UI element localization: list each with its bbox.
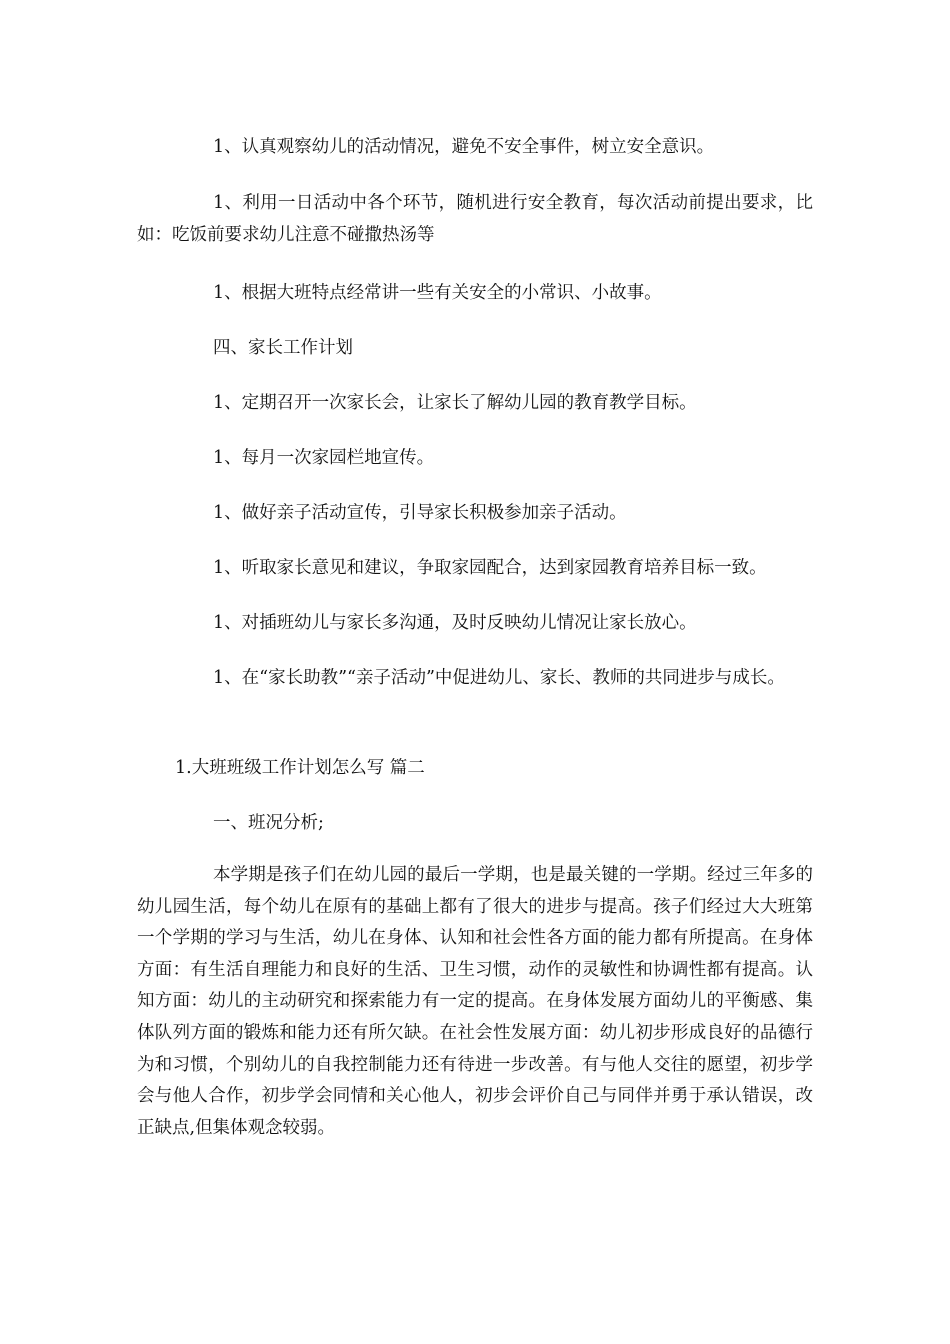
paragraph-bulletin: 1、每月一次家园栏地宣传。 (213, 448, 435, 468)
section-heading-parent-work: 四、家长工作计划 (213, 338, 353, 358)
paragraph-parent-feedback: 1、听取家长意见和建议，争取家园配合，达到家园教育培养目标一致。 (213, 558, 767, 578)
paragraph-safety-stories: 1、根据大班特点经常讲一些有关安全的小常识、小故事。 (213, 283, 662, 303)
subheading-class-analysis: 一、班况分析; (213, 813, 324, 833)
paragraph-parent-child-activity: 1、做好亲子活动宣传，引导家长积极参加亲子活动。 (213, 503, 627, 523)
paragraph-transfer-students: 1、对插班幼儿与家长多沟通，及时反映幼儿情况让家长放心。 (213, 613, 697, 633)
paragraph-safety-education: 1、利用一日活动中各个环节，随机进行安全教育，每次活动前提出要求，比如：吃饭前要求幼儿注意不碰撒热汤等 (137, 193, 813, 245)
paragraph-safety-observe: 1、认真观察幼儿的活动情况，避免不安全事件，树立安全意识。 (213, 137, 715, 157)
paragraph-joint-progress: 1、在“家长助教”“亲子活动”中促进幼儿、家长、教师的共同进步与成长。 (213, 668, 785, 688)
paragraph-class-analysis-body: 本学期是孩子们在幼儿园的最后一学期，也是最关键的一学期。经过三年多的幼儿园生活，每个幼儿在原有的基础上都有了很大的进步与提高。孩子们经过大大班第一个学期的学习与生活，幼儿在身体、认知和社会性各方面的能力都有所提高。在身体方面：有生活自理能力和良好的生活、卫生习惯，动作的灵敏性和协调性都有提高。认知方面：幼儿的主动研究和探索能力有一定的提高。在身体发展方面幼儿的平衡感、集体队列方面的锻炼和能力还有所欠缺。在社会性发展方面：幼儿初步形成良好的品德行为和习惯，个别幼儿的自我控制能力还有待进一步改善。有与他人交往的愿望，初步学会与他人合作，初步学会同情和关心他人，初步会评价自己与同伴并勇于承认错误，改正缺点,但集体观念较弱。 (137, 865, 813, 1138)
paragraph-parent-meeting: 1、定期召开一次家长会，让家长了解幼儿园的教育教学目标。 (213, 393, 697, 413)
article-section-title: 1.大班班级工作计划怎么写 篇二 (175, 758, 425, 778)
